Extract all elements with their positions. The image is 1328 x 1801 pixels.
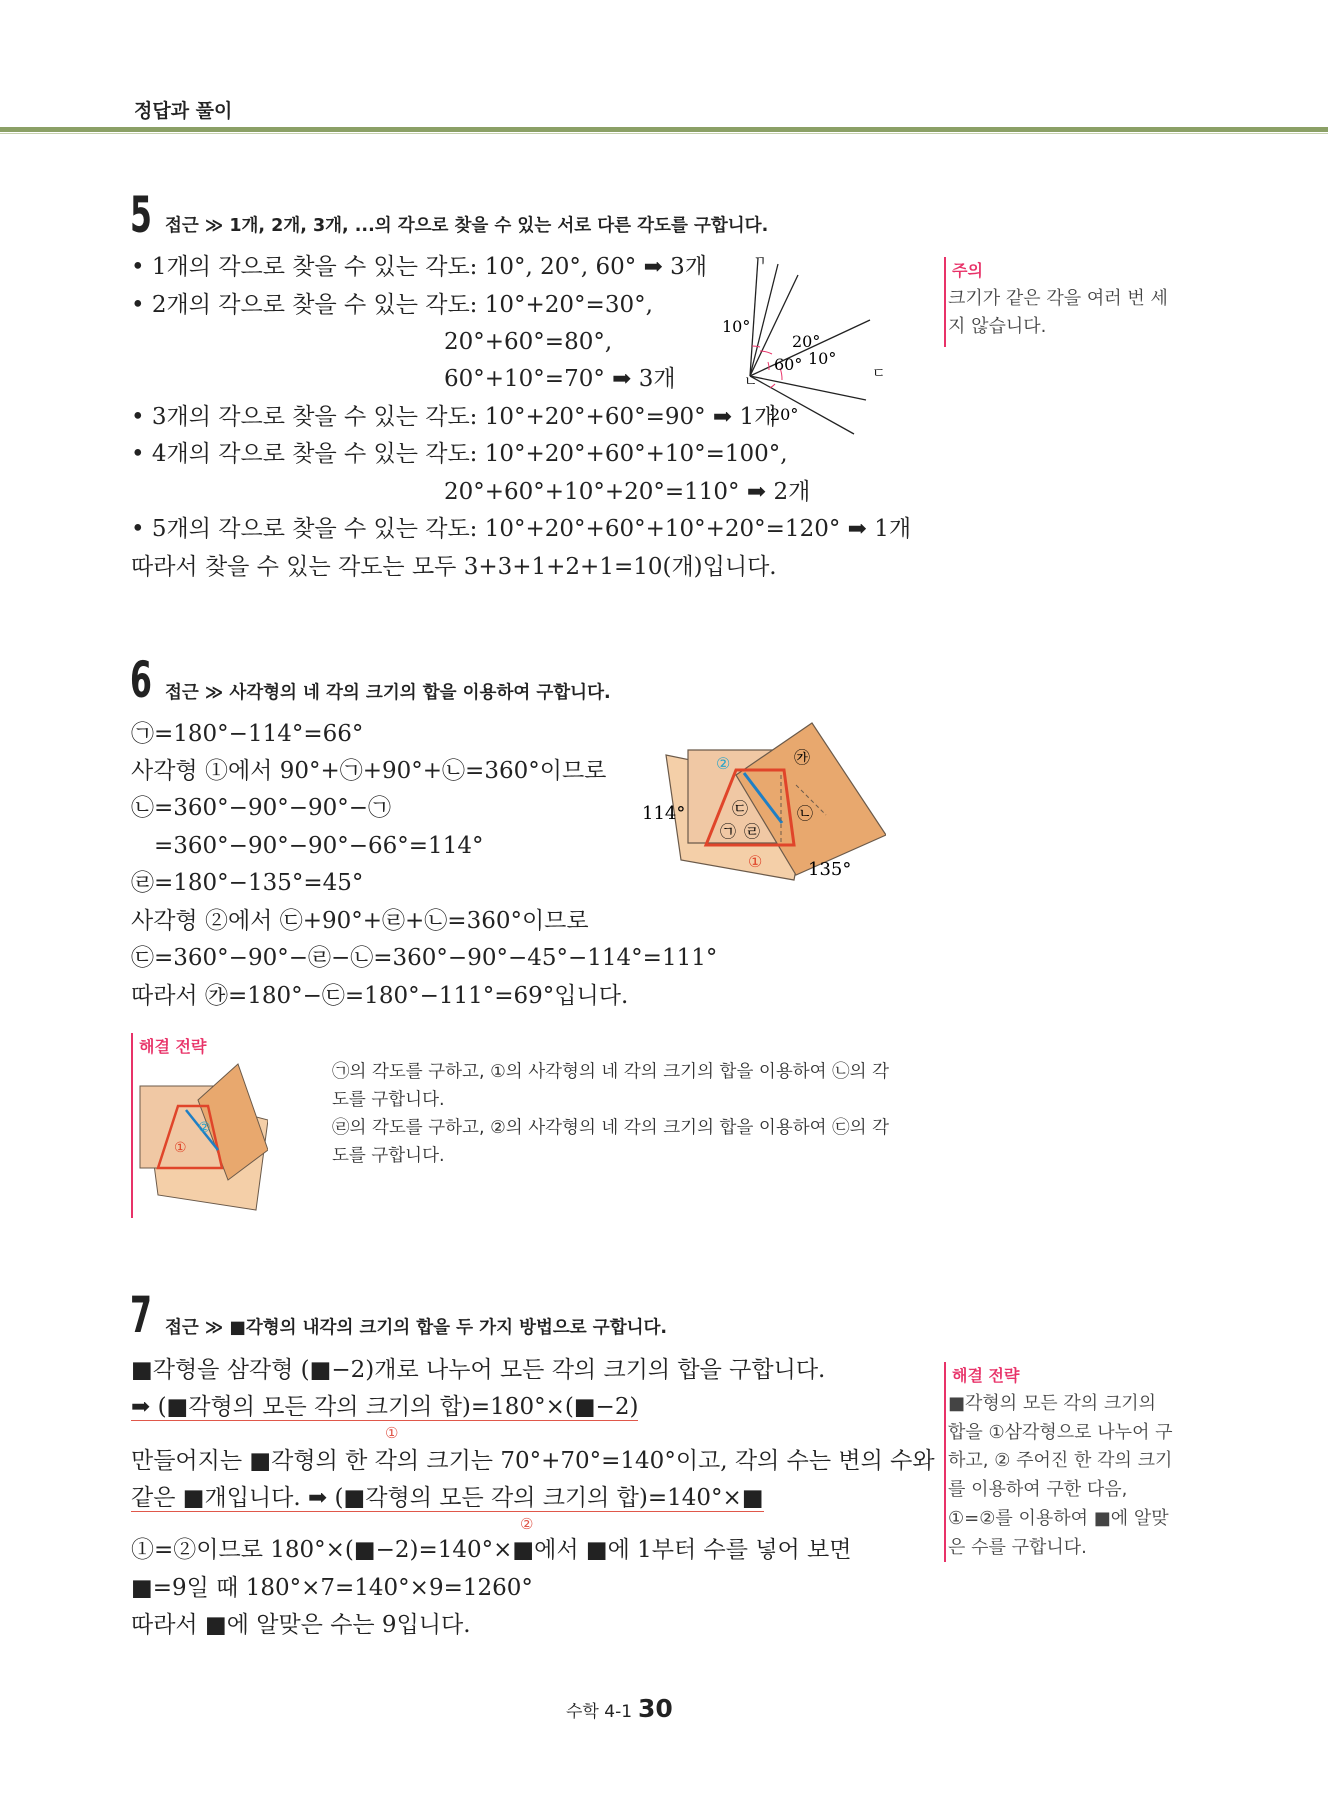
p7-line-1: ■각형을 삼각형 (■−2)개로 나누어 모든 각의 크기의 합을 구합니다. xyxy=(131,1357,826,1383)
p6-mark-2: ② xyxy=(716,754,731,773)
p5-angle-60: 60° xyxy=(774,355,803,374)
note-tag: 주의 xyxy=(952,261,983,280)
p6-mark-d: ㉣ xyxy=(744,822,761,841)
problem-number-7: 7 xyxy=(130,1286,152,1344)
approach-7: 접근 ≫ ■각형의 내각의 크기의 합을 두 가지 방법으로 구합니다. xyxy=(165,1318,668,1338)
p6-line-3: ㉡=360°−90°−90°−㉠ xyxy=(131,795,392,821)
p7-strategy-text: ■각형의 모든 각의 크기의 합을 ①삼각형으로 나누어 구하고, ② 주어진 한 각의 크기를 이용하여 구한 다음, ①=②를 이용하여 ■에 알맞은 수를 구합니다. xyxy=(948,1392,1173,1558)
problem-number-5: 5 xyxy=(130,186,152,244)
p6-strat-mark-2: ② xyxy=(198,1120,211,1136)
p7-line-7: 따라서 ■에 알맞은 수는 9입니다. xyxy=(131,1612,471,1638)
p7-strategy-tag: 해결 전략 xyxy=(952,1366,1020,1385)
p6-mark-a: ㉠ xyxy=(720,822,737,841)
p6-strategy-text-1: ㉠의 각도를 구하고, ①의 사각형의 네 각의 크기의 합을 이용하여 ㉡의 각도를 구합니다. xyxy=(332,1062,889,1110)
p7-line-4: 같은 ■개입니다. ➡ (■각형의 모든 각의 크기의 합)=140°×■ xyxy=(131,1485,764,1511)
p6-line-1: ㉠=180°−114°=66° xyxy=(131,721,364,747)
p6-mark-b: ㉡ xyxy=(797,804,814,823)
p5-line-8: • 5개의 각으로 찾을 수 있는 각도: 10°+20°+60°+10°+20°=120° ➡ 1개 xyxy=(131,516,912,542)
p6-line-4: =360°−90°−90°−66°=114° xyxy=(154,833,484,859)
p5-line-2: • 2개의 각으로 찾을 수 있는 각도: 10°+20°=30°, xyxy=(131,292,653,318)
p5-label-a: ㄱ xyxy=(753,254,767,270)
p7-strategy-box xyxy=(948,1362,1176,1563)
note-text: 크기가 같은 각을 여러 번 세지 않습니다. xyxy=(948,287,1168,337)
p6-strategy-box xyxy=(135,1033,915,1061)
note-box xyxy=(948,257,1178,341)
p7-mark-1: ① xyxy=(385,1424,399,1442)
problem-number-6: 6 xyxy=(130,651,152,709)
footer-label: 수학 4-1 xyxy=(566,1702,633,1722)
p6-strat-mark-1: ① xyxy=(174,1140,187,1156)
p5-line-6: • 4개의 각으로 찾을 수 있는 각도: 10°+20°+60°+10°=100°, xyxy=(131,441,788,467)
p6-strategy-tag: 해결 전략 xyxy=(139,1037,207,1056)
p5-line-5: • 3개의 각으로 찾을 수 있는 각도: 10°+20°+60°=90° ➡ 1개 xyxy=(131,404,777,430)
p6-line-7: ㉢=360°−90°−㉣−㉡=360°−90°−45°−114°=111° xyxy=(131,945,718,971)
p7-mark-2: ② xyxy=(520,1515,534,1533)
p5-label-b: ㄴ xyxy=(744,374,758,390)
p6-mark-c: ㉢ xyxy=(732,799,749,818)
approach-5: 접근 ≫ 1개, 2개, 3개, ...의 각으로 찾을 수 있는 서로 다른 각도를 구합니다. xyxy=(165,216,769,236)
header-rule xyxy=(0,127,1328,132)
p6-line-2: 사각형 ①에서 90°+㉠+90°+㉡=360°이므로 xyxy=(131,758,607,784)
p5-line-3: 20°+60°=80°, xyxy=(444,329,613,355)
p5-line-1: • 1개의 각으로 찾을 수 있는 각도: 10°, 20°, 60° ➡ 3개 xyxy=(131,254,708,280)
p6-angle-114: 114° xyxy=(642,803,686,824)
p7-line-6: ■=9일 때 180°×7=140°×9=1260° xyxy=(131,1575,533,1601)
p5-angle-10b: 10° xyxy=(808,349,837,368)
p6-line-8: 따라서 ㉮=180°−㉢=180°−111°=69°입니다. xyxy=(131,983,629,1009)
p5-angle-figure xyxy=(700,250,890,440)
p6-mark-ga: ㉮ xyxy=(794,748,811,767)
p5-angle-10a: 10° xyxy=(722,317,751,336)
p5-line-4: 60°+10°=70° ➡ 3개 xyxy=(444,366,676,392)
p5-angle-20a: 20° xyxy=(792,332,821,351)
p6-angle-135: 135° xyxy=(808,859,852,880)
running-header: 정답과 풀이 xyxy=(134,100,233,122)
p5-label-c: ㄷ xyxy=(872,366,886,382)
p7-line-5: ①=②이므로 180°×(■−2)=140°×■에서 ■에 1부터 수를 넣어 보면 xyxy=(131,1537,852,1563)
p6-strategy-figure xyxy=(138,1060,268,1215)
p6-line-5: ㉣=180°−135°=45° xyxy=(131,870,364,896)
p7-line-3: 만들어지는 ■각형의 한 각의 크기는 70°+70°=140°이고, 각의 수는 변의 수와 xyxy=(131,1448,935,1474)
p5-line-7: 20°+60°+10°+20°=110° ➡ 2개 xyxy=(444,479,811,505)
page-footer xyxy=(566,1694,673,1723)
p7-line-2: ➡ (■각형의 모든 각의 크기의 합)=180°×(■−2) xyxy=(131,1394,639,1420)
approach-6: 접근 ≫ 사각형의 네 각의 크기의 합을 이용하여 구합니다. xyxy=(165,683,611,703)
p5-angle-20b: 20° xyxy=(770,405,799,424)
p5-line-9: 따라서 찾을 수 있는 각도는 모두 3+3+1+2+1=10(개)입니다. xyxy=(131,554,777,580)
p6-line-6: 사각형 ②에서 ㉢+90°+㉣+㉡=360°이므로 xyxy=(131,908,589,934)
p6-mark-1: ① xyxy=(748,852,763,871)
header-rule-thin xyxy=(0,133,1328,134)
page-number: 30 xyxy=(638,1694,673,1723)
p6-strategy-text-2: ㉣의 각도를 구하고, ②의 사각형의 네 각의 크기의 합을 이용하여 ㉢의 각도를 구합니다. xyxy=(332,1118,889,1166)
p6-quadrilateral-figure xyxy=(636,715,886,895)
